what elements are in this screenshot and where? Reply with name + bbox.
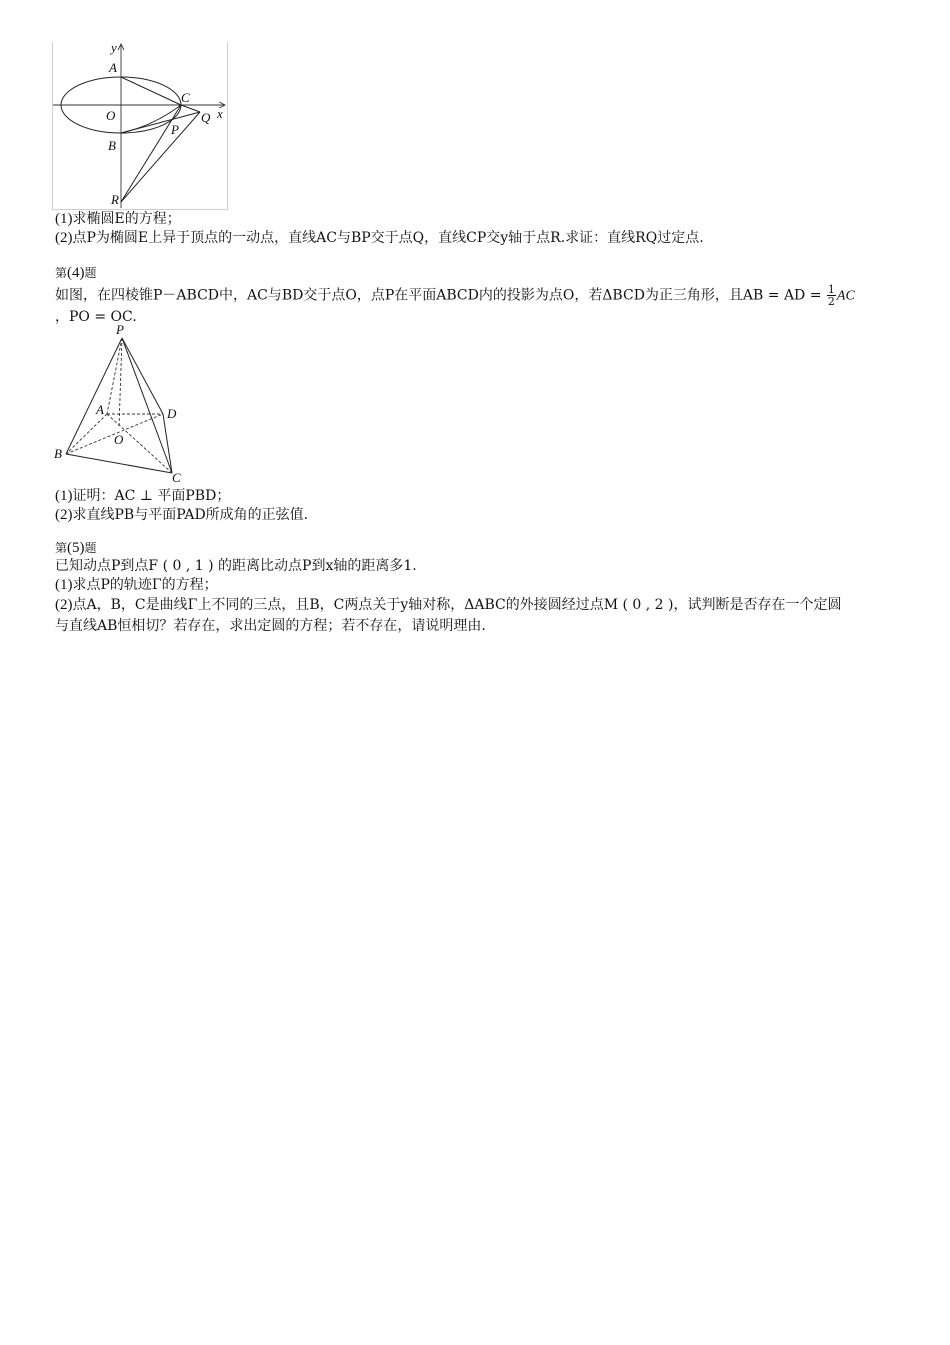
q4-part1-text: 证明：AC ⊥ 平面PBD； [72, 488, 231, 504]
q3-part2-text: 点P为椭圆E上异于顶点的一动点，直线AC与BP交于点Q，直线CP交y轴于点R.求证：直线RQ过定点. [72, 230, 704, 246]
q5-part1-text: 求点P的轨迹Γ的方程； [72, 577, 218, 593]
q5-part2-number: (2) [55, 597, 73, 613]
q5-heading-prefix: 第 [55, 541, 68, 555]
q3-part2 [55, 229, 704, 247]
label-o: O [106, 108, 116, 123]
ellipse-diagram [53, 42, 229, 210]
label-p: P [116, 322, 124, 337]
q4-part1-number: (1) [55, 488, 73, 504]
label-r: R [111, 192, 119, 207]
q5-part1-number: (1) [55, 577, 73, 593]
label-p: P [171, 122, 179, 137]
q5-part2-text: 点A，B，C是曲线Γ上不同的三点，且B，C两点关于y轴对称，ΔABC的外接圆经过点M ( 0 , 2 )，试判断是否存在一个定圆 [72, 597, 842, 613]
label-d: D [167, 406, 177, 421]
q3-part2-number: (2) [55, 230, 73, 246]
pyramid-figure [52, 322, 190, 486]
q5-part1 [55, 576, 218, 594]
q4-part2-number: (2) [55, 507, 73, 523]
q3-part1 [55, 210, 181, 228]
q4-stem-text: 如图，在四棱锥P－ABCD中，AC与BD交于点O，点P在平面ABCD内的投影为点O，若ΔBCD为正三角形，且AB = AD = [55, 287, 822, 304]
label-c: C [172, 470, 181, 485]
ellipse-figure [52, 42, 228, 210]
q4-heading-prefix: 第 [55, 266, 68, 280]
label-o: O [114, 432, 124, 447]
frac-denominator: 2 [827, 295, 835, 308]
q5-heading [55, 539, 97, 557]
label-y: y [111, 42, 117, 55]
q3-part1-number: (1) [55, 211, 73, 227]
label-c: C [181, 90, 190, 105]
q3-part1-text: 求椭圆E的方程； [72, 211, 181, 227]
label-a: A [96, 402, 104, 417]
pyramid-diagram [52, 322, 190, 486]
frac-numerator: 1 [827, 283, 835, 296]
q4-stem-end: AC [836, 288, 855, 304]
q5-part2-line1 [55, 596, 842, 614]
q4-heading-suffix: 题 [84, 266, 97, 280]
q4-heading [55, 264, 97, 282]
q5-part2-line2: 与直线AB恒相切？若存在，求出定圆的方程；若不存在，请说明理由. [55, 618, 486, 634]
q5-heading-number: (5) [67, 540, 85, 556]
q4-part2-text: 求直线PB与平面PAD所成角的正弦值. [72, 507, 309, 523]
fraction-one-half [827, 284, 836, 307]
label-a: A [109, 60, 117, 75]
q4-part1 [55, 487, 230, 505]
label-q: Q [201, 110, 211, 125]
q4-stem-line2: ，PO = OC. [55, 309, 137, 325]
label-b: B [54, 446, 62, 461]
q4-part2 [55, 506, 308, 524]
q5-heading-suffix: 题 [84, 541, 97, 555]
q5-stem: 已知动点P到点F ( 0 , 1 ) 的距离比动点P到x轴的距离多1. [55, 558, 417, 574]
q4-stem-line1 [55, 284, 855, 307]
label-x: x [217, 106, 223, 121]
q4-heading-number: (4) [67, 265, 85, 281]
label-b: B [108, 138, 116, 153]
